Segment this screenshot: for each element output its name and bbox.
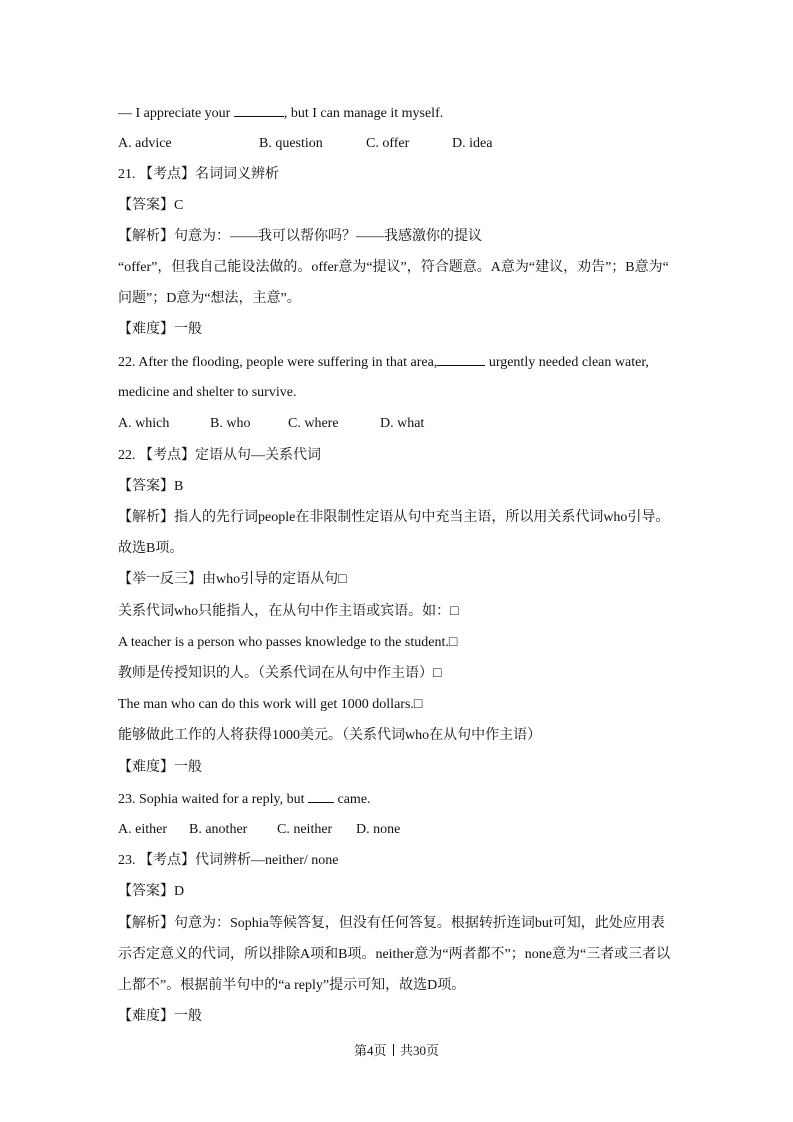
question-23-stem — [118, 790, 753, 809]
option-d: D. idea — [452, 136, 493, 151]
question-22-stem-cont: medicine and shelter to survive. — [118, 385, 297, 400]
option-d: D. what — [380, 416, 425, 431]
answer-blank — [308, 790, 334, 803]
option-a: A. which — [118, 416, 170, 431]
q22-example-1-en: A teacher is a person who passes knowledge to the student.□ — [118, 635, 458, 650]
q22-example-1-zh: 教师是传授知识的人。（关系代词在从句中作主语）□ — [118, 666, 442, 681]
answer-blank — [234, 104, 284, 117]
q22-extension-title: 【举一反三】由who引导的定语从句□ — [118, 572, 347, 587]
q21-analysis: 【解析】句意为：——我可以帮你吗？——我感激你的提议 — [118, 229, 482, 244]
q22-analysis-cont: 故选B项。 — [118, 541, 184, 556]
option-c: C. offer — [366, 136, 410, 151]
stem-text-end: came. — [334, 792, 371, 807]
q22-example-2-zh: 能够做此工作的人将获得1000美元。（关系代词who在从句中作主语） — [118, 728, 542, 743]
q22-topic: 22. 【考点】定语从句—关系代词 — [118, 448, 321, 463]
q23-topic: 23. 【考点】代词辨析—neither/ none — [118, 853, 339, 868]
q22-extension-rule: 关系代词who只能指人，在从句中作主语或宾语。如：□ — [118, 604, 459, 619]
stem-text-end: urgently needed clean water, — [485, 355, 649, 370]
option-c: C. neither — [277, 822, 333, 837]
option-a: A. either — [118, 822, 167, 837]
q23-analysis: 【解析】句意为：Sophia等候答复，但没有任何答复。根据转折连词but可知，此处应用表 — [118, 916, 665, 931]
q21-answer: 【答案】C — [118, 198, 184, 213]
option-c: C. where — [288, 416, 339, 431]
option-d: D. none — [356, 822, 401, 837]
footer-separator — [393, 1044, 395, 1056]
q21-difficulty: 【难度】一般 — [118, 322, 202, 337]
option-b: B. another — [189, 822, 248, 837]
page-number-current: 第4页 — [353, 1043, 387, 1058]
q22-answer: 【答案】B — [118, 479, 184, 494]
q21-analysis-cont2: 问题”；D意为“想法，主意”。 — [118, 291, 301, 306]
answer-blank — [437, 353, 485, 366]
q21-analysis-cont: “offer”，但我自己能设法做的。offer意为“提议”，符合题意。A意为“建议，劝告”；B意为“ — [118, 260, 669, 275]
q22-difficulty: 【难度】一般 — [118, 760, 202, 775]
question-21-stem — [118, 104, 753, 123]
stem-text-end: , but I can manage it myself. — [283, 106, 444, 121]
q23-analysis-cont: 示否定意义的代词，所以排除A项和B项。neither意为“两者都不”；none意为“三者或三者以 — [118, 947, 671, 962]
q23-difficulty: 【难度】一般 — [118, 1009, 202, 1024]
q23-analysis-cont2: 上都不”。根据前半句中的“a reply”提示可知，故选D项。 — [118, 978, 466, 993]
option-b: B. question — [259, 136, 323, 151]
option-a: A. advice — [118, 136, 172, 151]
option-b: B. who — [210, 416, 251, 431]
question-22-stem — [118, 353, 753, 372]
page-footer — [0, 1043, 793, 1059]
stem-text-start: — I appreciate your — [118, 106, 234, 121]
q22-example-2-en: The man who can do this work will get 1000 dollars.□ — [118, 697, 423, 712]
stem-text-start: 23. Sophia waited for a reply, but — [118, 792, 308, 807]
q21-topic: 21. 【考点】名词词义辨析 — [118, 167, 279, 182]
stem-text-start: 22. After the flooding, people were suffering in that area, — [118, 355, 438, 370]
q22-analysis: 【解析】指人的先行词people在非限制性定语从句中充当主语，所以用关系代词who引导。 — [118, 510, 670, 525]
page-number-total: 共30页 — [400, 1043, 440, 1058]
q23-answer: 【答案】D — [118, 884, 185, 899]
